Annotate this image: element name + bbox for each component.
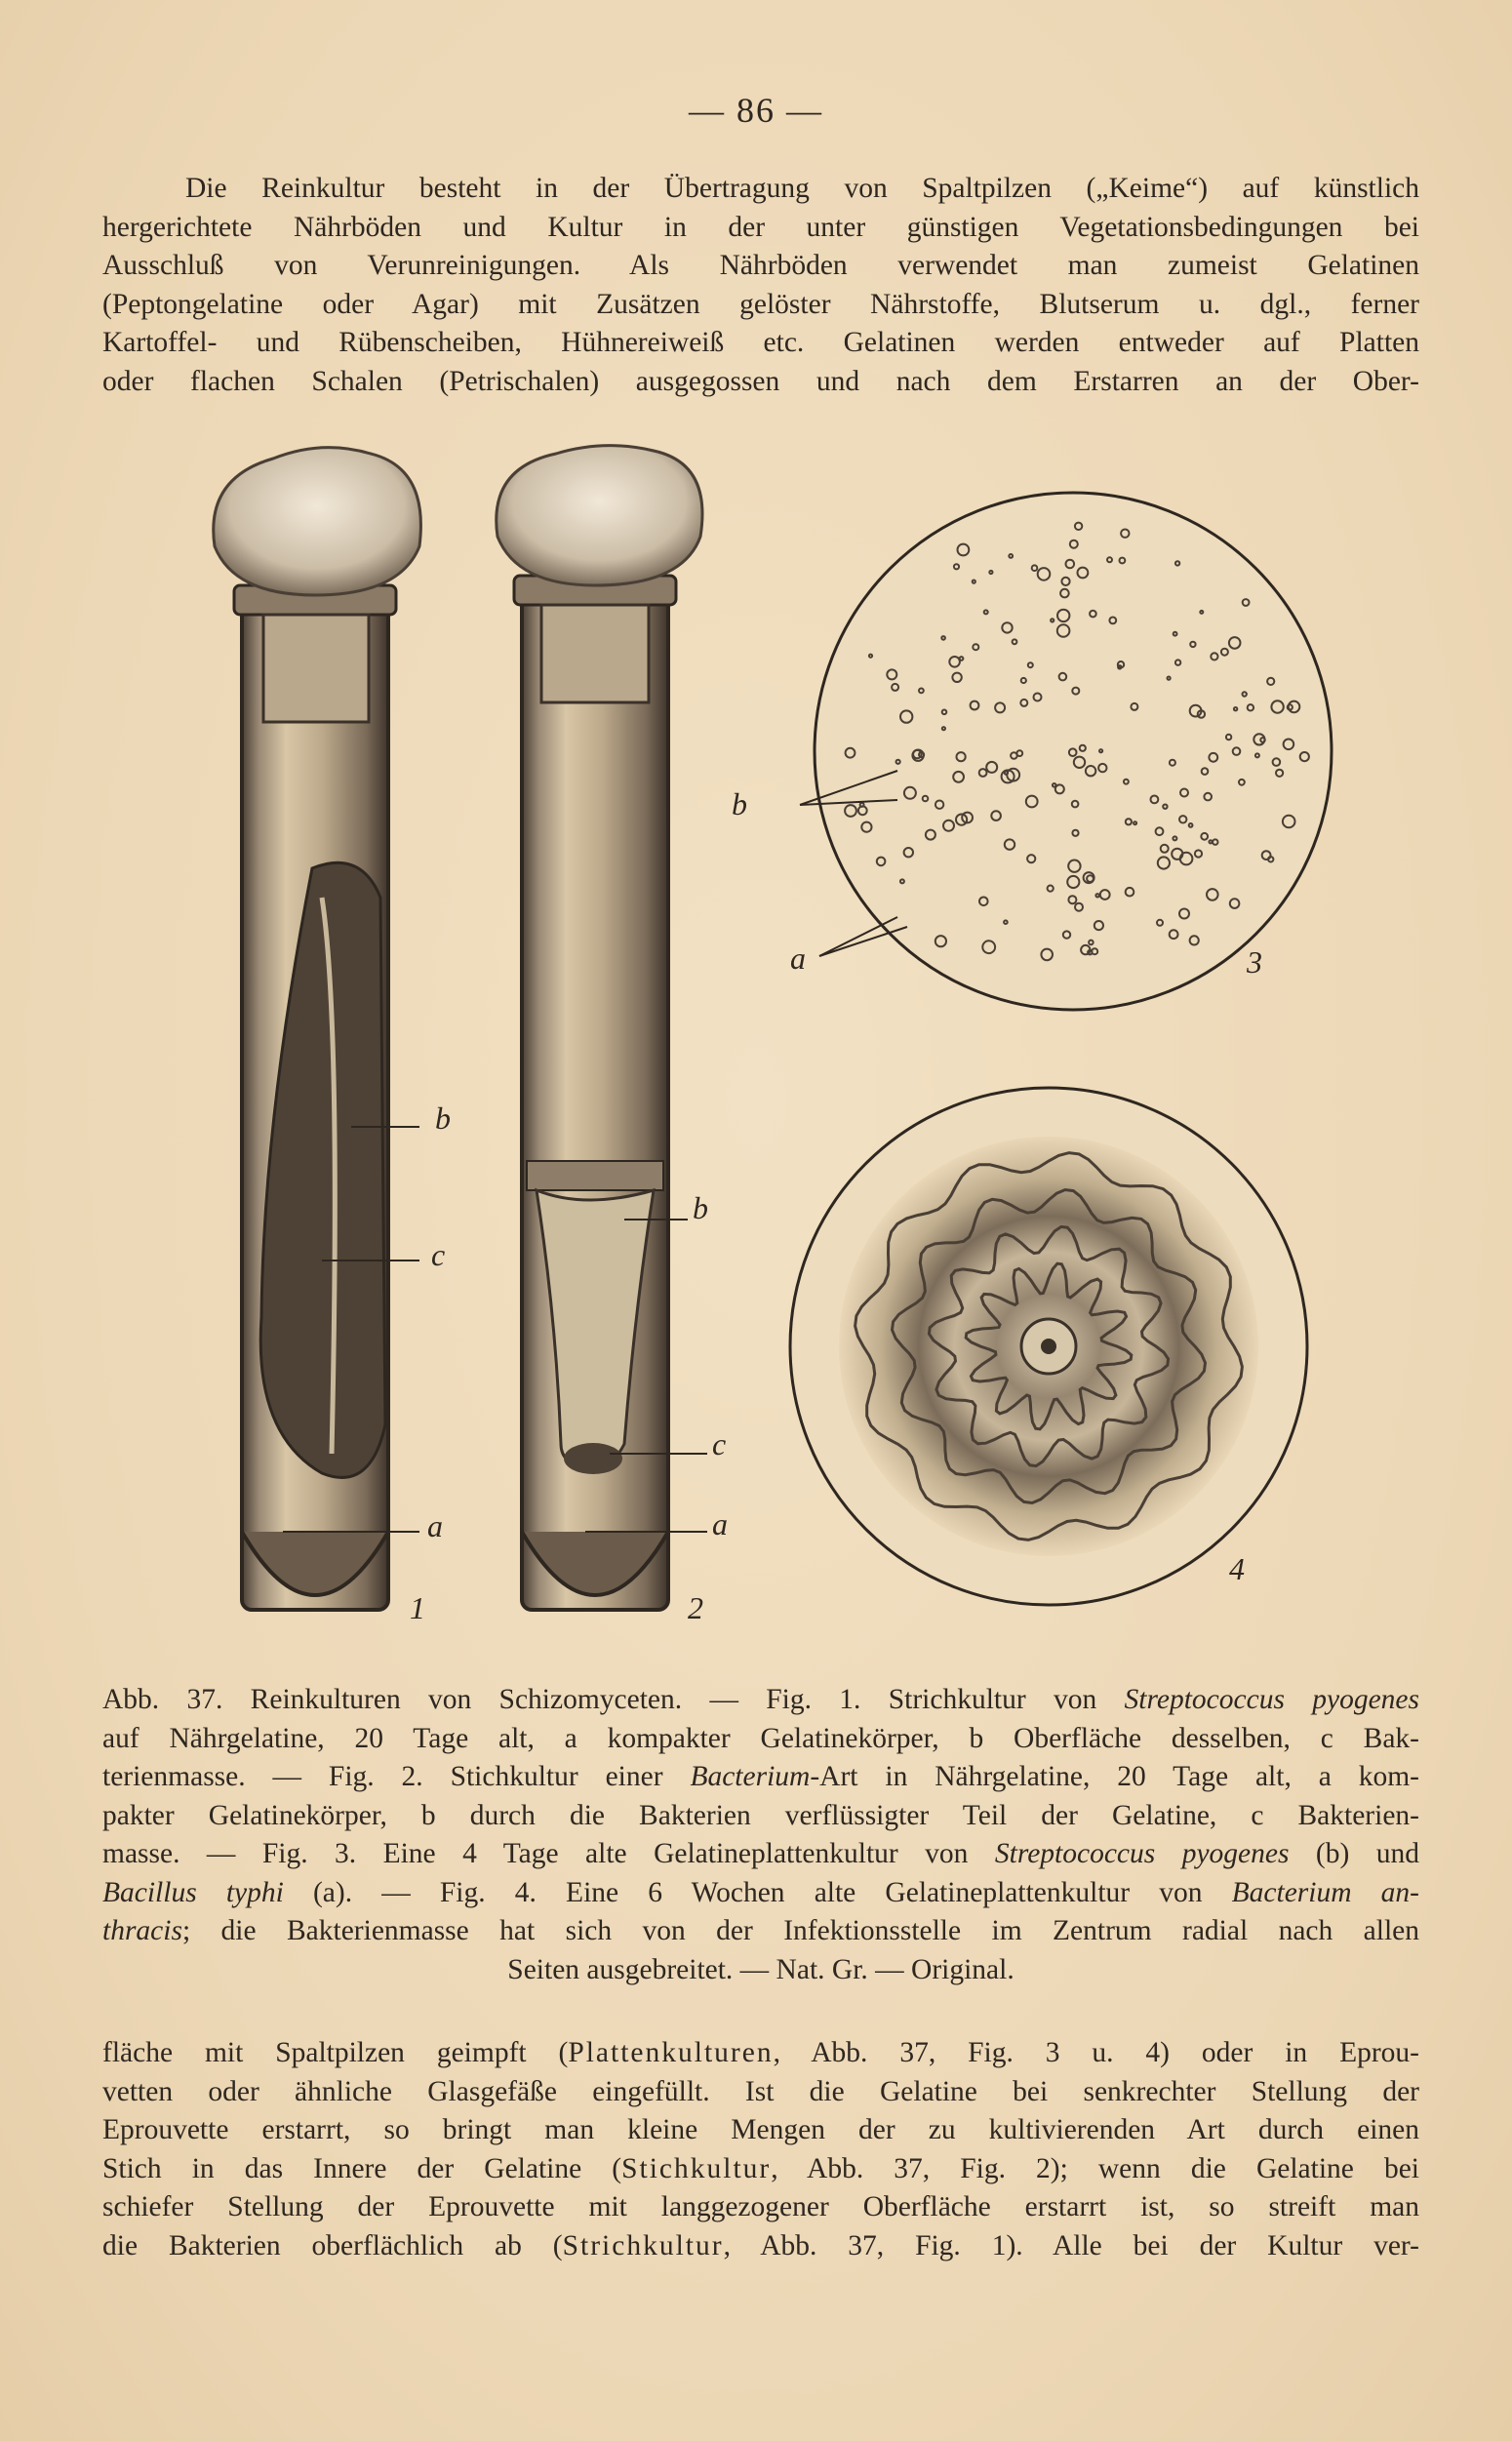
- label-tube2-a: a: [712, 1506, 728, 1541]
- paragraph-intro: [102, 170, 1419, 401]
- page-number: — 86 —: [689, 91, 823, 130]
- caption-line: masse. — Fig. 3. Eine 4 Tage alte Gelatineplattenkultur von Streptococcus pyogenes (b) und: [102, 1838, 1419, 1869]
- test-tube-1: [214, 448, 421, 1610]
- label-tube2-c: c: [712, 1426, 727, 1461]
- paragraph-continued: [102, 2034, 1419, 2265]
- label-tube1-c: c: [431, 1237, 446, 1272]
- plate-culture-4: [790, 1088, 1307, 1605]
- text-line: Eprouvette erstarrt, so bringt man kleine Mengen der zu kultivierenden Art durch einen: [102, 2114, 1419, 2145]
- label-tube1-number: 1: [410, 1590, 425, 1625]
- label-tube2-b: b: [693, 1190, 708, 1225]
- figure-drawing: [176, 439, 1346, 1668]
- text-line: vetten oder ähnliche Glasgefäße eingefüllt. Ist die Gelatine bei senkrechter Stellung der: [102, 2075, 1419, 2107]
- text-line: die Bakterien oberflächlich ab (Strichkultur, Abb. 37, Fig. 1). Alle bei der Kultur ver-: [102, 2229, 1419, 2261]
- text-line: Kartoffel- und Rübenscheiben, Hühnereiweiß etc. Gelatinen werden entweder auf Platten: [102, 327, 1419, 358]
- caption-line: terienmasse. — Fig. 2. Stichkultur einer Bacterium-Art in Nährgelatine, 20 Tage alt, a kom-: [102, 1761, 1419, 1792]
- text-line: Ausschluß von Verunreinigungen. Als Nährböden verwendet man zumeist Gelatinen: [102, 250, 1419, 281]
- label-plate3-b: b: [732, 786, 747, 821]
- caption-line: Seiten ausgebreitet. — Nat. Gr. — Original.: [507, 1953, 1015, 1985]
- text-line: (Peptongelatine oder Agar) mit Zusätzen gelöster Nährstoffe, Blutserum u. dgl., ferner: [102, 288, 1419, 320]
- label-plate3-number: 3: [1247, 944, 1262, 980]
- text-line: Die Reinkultur besteht in der Übertragung von Spaltpilzen („Keime“) auf künstlich: [185, 173, 1419, 204]
- text-line: fläche mit Spaltpilzen geimpft (Plattenkulturen, Abb. 37, Fig. 3 u. 4) oder in Eprou-: [102, 2037, 1419, 2068]
- label-tube1-b: b: [435, 1100, 451, 1136]
- caption-line: thracis; die Bakterienmasse hat sich von der Infektionsstelle im Zentrum radial nach allen: [102, 1915, 1419, 1946]
- text-line: hergerichtete Nährböden und Kultur in der unter günstigen Vegetationsbedingungen bei: [102, 211, 1419, 243]
- figure-caption: [102, 1681, 1419, 1989]
- text-line: schiefer Stellung der Eprouvette mit langgezogener Oberfläche erstarrt ist, so streift man: [102, 2191, 1419, 2222]
- text-line: oder flachen Schalen (Petrischalen) ausgegossen und nach dem Erstarren an der Ober-: [102, 365, 1419, 397]
- label-plate4-number: 4: [1229, 1551, 1245, 1586]
- label-tube2-number: 2: [688, 1590, 703, 1625]
- label-tube1-a: a: [427, 1508, 443, 1543]
- caption-line: auf Nährgelatine, 20 Tage alt, a kompakter Gelatinekörper, b Oberfläche desselben, c Bak-: [102, 1722, 1419, 1754]
- caption-line: pakter Gelatinekörper, b durch die Bakterien verflüssigter Teil der Gelatine, c Bakterien-: [102, 1799, 1419, 1831]
- caption-line: Bacillus typhi (a). — Fig. 4. Eine 6 Wochen alte Gelatineplattenkultur von Bacterium an-: [102, 1876, 1419, 1908]
- figure-illustration: [176, 439, 1346, 1668]
- caption-line: Abb. 37. Reinkulturen von Schizomyceten. — Fig. 1. Strichkultur von Streptococcus pyogenes: [102, 1684, 1419, 1715]
- text-line: Stich in das Innere der Gelatine (Stichkultur, Abb. 37, Fig. 2); wenn die Gelatine bei: [102, 2152, 1419, 2184]
- label-plate3-a: a: [790, 940, 806, 976]
- test-tube-2: [497, 446, 702, 1610]
